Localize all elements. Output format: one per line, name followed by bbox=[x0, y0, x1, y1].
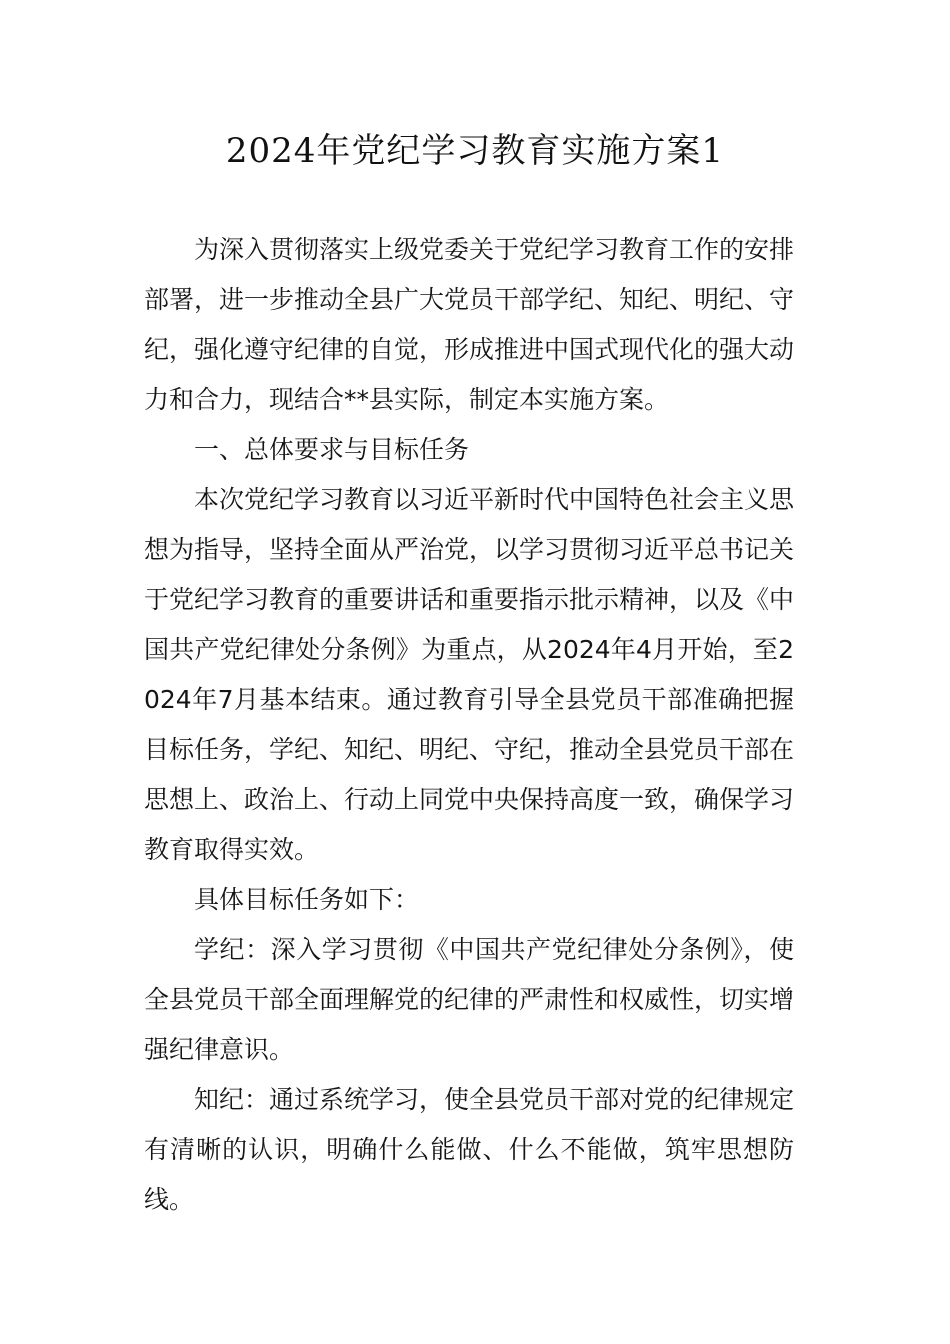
document-title: 2024年党纪学习教育实施方案1 bbox=[225, 131, 725, 171]
paragraph-intro: 为深入贯彻落实上级党委关于党纪学习教育工作的安排部署，进一步推动全县广大党员干部学纪、知纪、明纪、守纪，强化遵守纪律的自觉，形成推进中国式现代化的强大动力和合力，现结合**县实际，制定本实施方案。 bbox=[144, 235, 795, 414]
paragraph-requirements: 本次党纪学习教育以习近平新时代中国特色社会主义思想为指导，坚持全面从严治党，以学习贯彻习近平总书记关于党纪学习教育的重要讲话和重要指示批示精神，以及《中国共产党纪律处分条例》为重点，从2024年4月开始，至2024年7月基本结束。通过教育引导全县党员干部准确把握目标任务，学纪、知纪、明纪、守纪，推动全县党员干部在思想上、政治上、行动上同党中央保持高度一致，确保学习教育取得实效。 bbox=[144, 485, 795, 864]
paragraph-learn-discipline: 学纪：深入学习贯彻《中国共产党纪律处分条例》，使全县党员干部全面理解党的纪律的严肃性和权威性，切实增强纪律意识。 bbox=[144, 935, 795, 1064]
document-body bbox=[144, 225, 794, 1225]
paragraph-know-discipline: 知纪：通过系统学习，使全县党员干部对党的纪律规定有清晰的认识，明确什么能做、什么不能做，筑牢思想防线。 bbox=[144, 1085, 795, 1214]
paragraph-tasks-intro: 具体目标任务如下： bbox=[194, 885, 420, 914]
section-heading: 一、总体要求与目标任务 bbox=[194, 435, 470, 464]
